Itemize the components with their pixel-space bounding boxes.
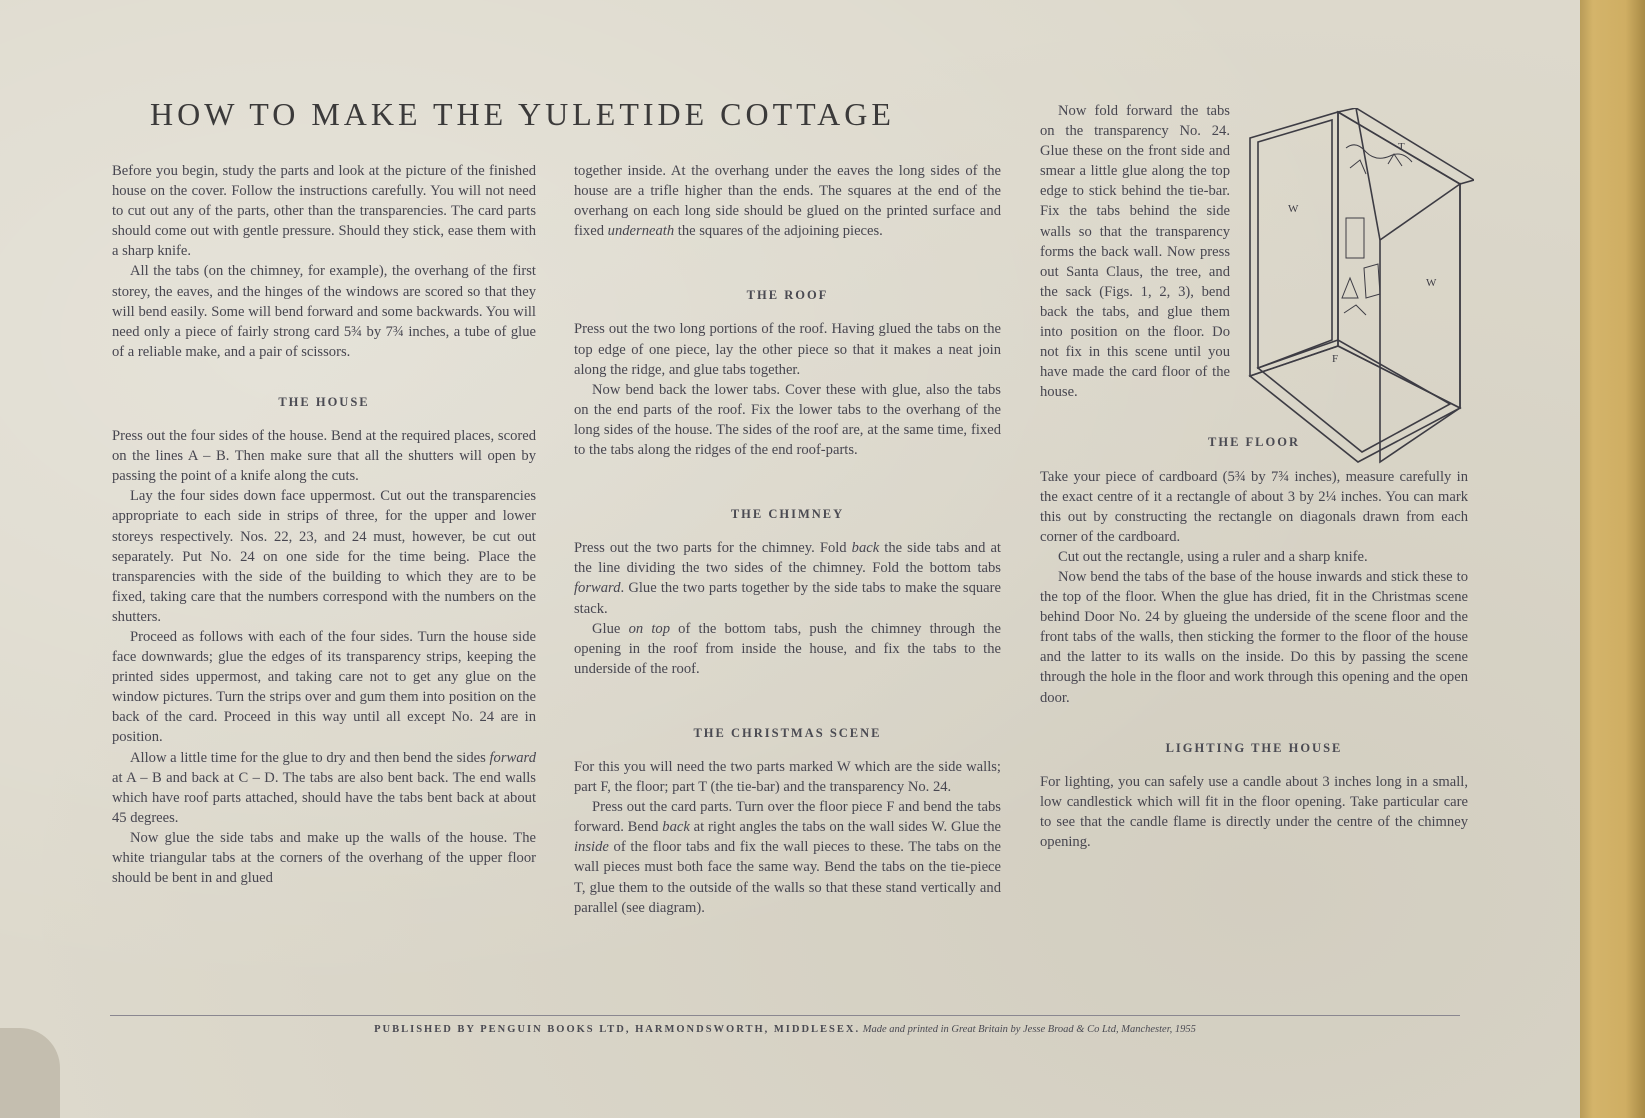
left-wall-inner-outline [1258, 120, 1332, 368]
floor-paragraph-2: Cut out the rectangle, using a ruler and a sharp knife. [1058, 548, 1368, 565]
chimney-paragraph-2 [574, 619, 1001, 679]
house-continued-paragraph [574, 161, 1001, 241]
column-2 [574, 161, 1001, 918]
diagram-label-w-right: W [1426, 277, 1437, 289]
scene-tree [1342, 278, 1366, 315]
house-paragraph-4 [112, 748, 536, 828]
emphasis-text: inside [574, 839, 609, 856]
section-heading-christmas-scene: THE CHRISTMAS SCENE [693, 725, 882, 740]
diagram-label-t: T [1398, 141, 1405, 153]
house-paragraph-2: Lay the four sides down face uppermost. Cut out the transparencies appropriate to each side in strips of three, for the upper and lower storeys respectively. Nos. 22, 23, and 24 must, however, be cut out separately. Put No. 24 on one side for the time being. Place the transparencies with the side of the building to which they are to be fixed, taking care that the numbers correspond with the numbers on the shutters. [112, 488, 536, 625]
scene-sack [1364, 264, 1380, 298]
text-run: Press out the two parts for the chimney. Fold [574, 540, 852, 557]
house-paragraph-1: Press out the four sides of the house. Bend at the required places, scored on the lines A – B. Then make sure that all the shutters will open by passing the point of a knife along the cuts. [112, 428, 536, 485]
scene-paragraph-1: For this you will need the two parts marked W which are the side walls; part F, the floor; part T (the tie-bar) and the transparency No. 24. [574, 758, 1001, 796]
text-run: the squares of the adjoining pieces. [674, 223, 883, 240]
scene-decoration [1350, 154, 1402, 174]
lighting-paragraph: For lighting, you can safely use a candle about 3 inches long in a small, low candlestick which will fit in the floor opening. Take particular care to see that the candle flame is directly under the centre of the chimney opening. [1040, 773, 1468, 850]
page-title: HOW TO MAKE THE YULETIDE COTTAGE [150, 96, 895, 132]
tie-bar-edge [1356, 108, 1380, 240]
section-heading-floor: THE FLOOR [1208, 435, 1300, 450]
emphasis-text: forward [489, 749, 536, 766]
house-paragraph-5: Now glue the side tabs and make up the walls of the house. The white triangular tabs at the corners of the overhang of the upper floor should be bent in and glued [112, 829, 536, 887]
floor-outline [1250, 346, 1460, 462]
fold-paragraph: Now fold forward the tabs on the transparency No. 24. Glue these on the front side and smear a little glue along the top edge to stick behind the tie-bar. Fix the tabs behind the side walls so that the transparency forms the back wall. Now press out Santa Claus, the tree, and the sack (Figs. 1, 2, 3), bend back the tabs, and glue them into position on the floor. Do not fix in this scene until you have made the card floor of the house. [1040, 103, 1230, 401]
text-run: Press out the card parts. Turn over the floor piece F and bend the tabs forward. Bend [574, 799, 1001, 836]
text-run: . Glue the two parts together by the side tabs to make the square stack. [574, 580, 1001, 617]
footer-rule [110, 1015, 1460, 1016]
text-run: at right angles the tabs on the wall sides W. Glue the [689, 819, 1001, 836]
text-run: of the floor tabs and fix the wall pieces to these. The tabs on the wall pieces must both face the same way. Bend the tabs on the tie-piece T, glue them to the outside of the walls so that these stand vertically and parallel (see diagram). [574, 839, 1001, 916]
section-heading-roof: THE ROOF [746, 288, 829, 303]
publisher-imprint: PUBLISHED BY PENGUIN BOOKS LTD, HARMONDSWORTH, MIDDLESEX. [374, 1024, 861, 1035]
emphasis-text: back [662, 819, 690, 836]
text-run: Allow a little time for the glue to dry and then bend the sides [130, 749, 490, 766]
back-wall-outline [1338, 112, 1460, 408]
printer-imprint: Made and printed in Great Britain by Jesse Broad & Co Ltd, Manchester, 1955 [862, 1024, 1196, 1035]
intro-paragraph-1: Before you begin, study the parts and look at the picture of the finished house on the cover. Follow the instructions carefully. You will not need to cut out any of the parts, other than the transparencies. The card parts should come out with gentle pressure. Should they stick, ease them with a sharp knife. [112, 163, 536, 260]
emphasis-text: forward [574, 580, 621, 597]
fold-instructions-block [1040, 101, 1230, 402]
section-heading-house: THE HOUSE [278, 394, 370, 409]
scene-figure [1346, 218, 1364, 258]
intro-paragraph-2: All the tabs (on the chimney, for example), the overhang of the first storey, the eaves, and the hinges of the windows are scored so that they will bend easily. Some will bend forward and some backwards. You will need only a piece of fairly strong card 5¾ by 7¾ inches, a tube of glue of a reliable make, and a pair of scissors. [112, 263, 536, 360]
roof-paragraph-2: Now bend back the lower tabs. Cover these with glue, also the tabs on the end parts of the roof. Fix the lower tabs to the overhang of the long sides of the house. The sides of the roof are, at the same time, fixed to the tabs along the ridges of the end roof-parts. [574, 381, 1001, 459]
text-run: of the bottom tabs, push the chimney through the opening in the roof from inside the house, and fix the tabs to the underside of the roof. [574, 620, 1002, 677]
book-spine [1580, 0, 1645, 1118]
diagram-label-w-left: W [1288, 203, 1299, 215]
section-heading-chimney: THE CHIMNEY [730, 507, 845, 522]
text-run: together inside. At the overhang under the eaves the long sides of the house are a trifle higher than the ends. The squares at the end of the overhang on each long side should be glued on the printed surface and fixed [574, 163, 1001, 240]
column-1 [112, 161, 536, 888]
scene-paragraph-2 [574, 797, 1001, 918]
floor-paragraph-1: Take your piece of cardboard (5¾ by 7¾ inches), measure carefully in the exact centre of it a rectangle of about 3 by 2¼ inches. You can mark this out by constructing the rectangle on diagonals drawn from each corner of the cardboard. [1040, 468, 1468, 545]
emphasis-text: on top [628, 620, 670, 637]
section-heading-lighting: LIGHTING THE HOUSE [1165, 740, 1343, 755]
chimney-paragraph-1 [574, 538, 1001, 618]
text-run: the side tabs and at the line dividing the two sides of the chimney. Fold the bottom tabs [574, 540, 1001, 577]
text-run: at A – B and back at C – D. The tabs are also bent back. The end walls which have roof parts attached, should have the tabs bent back at about 45 degrees. [112, 769, 536, 826]
text-run: Glue [592, 620, 629, 637]
emphasis-text: back [851, 540, 880, 557]
floor-paragraph-3: Now bend the tabs of the base of the house inwards and stick these to the top of the floor. When the glue has dried, fit in the Christmas scene behind Door No. 24 by glueing the underside of the scene floor and the front tabs of the walls, then sticking the former to the floor of the house and the latter to its walls on the inside. Do this by passing the scene through the hole in the floor and work through this opening and the open door. [1040, 568, 1468, 706]
diagram-label-f: F [1332, 353, 1339, 365]
christmas-scene-diagram [1238, 108, 1474, 472]
house-paragraph-3: Proceed as follows with each of the four sides. Turn the house side face downwards; glue the edges of its transparency strips, keeping the printed sides uppermost, and taking care not to get any glue on the window pictures. Turn the strips over and gum them into position on the back of the card. Proceed in this way until all except No. 24 are in position. [112, 628, 536, 746]
roof-paragraph-1: Press out the two long portions of the roof. Having glued the tabs on the top edge of one piece, lay the other piece so that it makes a neat join along the ridge, and glue tabs together. [574, 321, 1001, 378]
left-wall-outline [1250, 112, 1338, 376]
emphasis-text: underneath [607, 223, 675, 240]
imprint-footer [110, 1024, 1460, 1035]
